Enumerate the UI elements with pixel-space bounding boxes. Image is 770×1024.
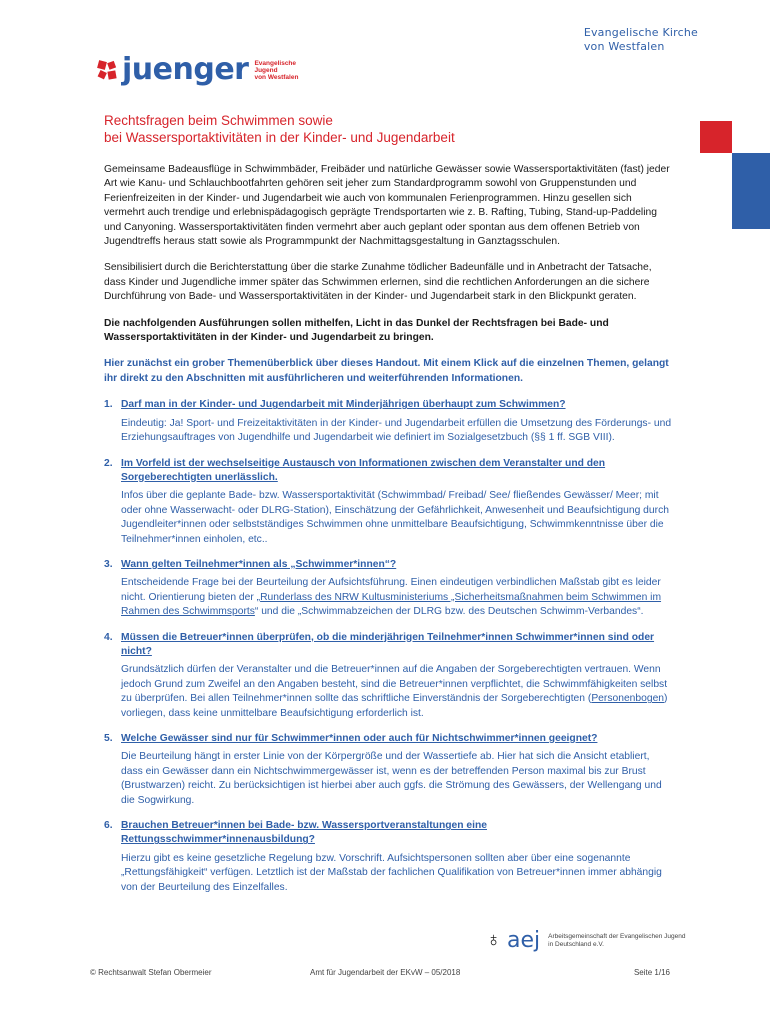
topic-item	[104, 732, 674, 808]
topic-answer: Die Beurteilung hängt in erster Linie von der Körpergröße und der Wassertiefe ab. Hier hat sich die Ansicht etabliert, dass ein Gewässer dann ein Nichtschwimmergewässer ist, wenn es der betreffenden Person maximal bis zur Brust (Brustwarzen) reicht. Zu berücksichtigen ist hierbei aber auch ggfs. die Strömung des Gewässers, der Wellengang und die Sogwirkung.	[121, 751, 662, 806]
topic-number: 6.	[104, 820, 113, 832]
title-line1: Rechtsfragen beim Schwimmen sowie	[104, 113, 333, 128]
topic-number: 5.	[104, 733, 113, 744]
decor-blue-bar	[732, 153, 770, 229]
aej-word: aej	[507, 928, 541, 953]
aej-text: Arbeitsgemeinschaft der Evangelischen Jugend in Deutschland e.V.	[548, 932, 686, 948]
footer-office: Amt für Jugendarbeit der EKvW – 05/2018	[310, 968, 461, 977]
topic-item	[104, 398, 674, 445]
topic-answer: Grundsätzlich dürfen der Veranstalter und die Betreuer*innen auf die Angaben der Sorgeberechtigten vertrauen. Wenn jedoch Grund zum Zweifel an den Angaben besteht, sind die Betreuer*innen verpflichtet, die Schwimmfähigkeiten selbst zu überprüfen. Bei allen Teilnehmer*innen sollte das schriftliche Einverständnis der Sorgeberechtigten (Personenbogen) vorliegen, dass keine unmittelbare Beaufsichtigung erforderlich ist.	[121, 664, 668, 719]
logo-word: juenger	[122, 52, 249, 87]
topic-link[interactable]: Müssen die Betreuer*innen überprüfen, ob die minderjährigen Teilnehmer*innen Schwimmer*innen sind oder nicht?	[121, 631, 655, 657]
topic-link[interactable]: Welche Gewässer sind nur für Schwimmer*innen oder auch für Nichtschwimmer*innen geeignet?	[121, 733, 598, 744]
topic-link[interactable]: Darf man in der Kinder- und Jugendarbeit mit Minderjährigen überhaupt zum Schwimmen?	[121, 399, 566, 411]
topic-number: 1.	[104, 399, 113, 411]
topic-list	[104, 398, 674, 895]
decor-red-square	[700, 121, 732, 153]
intro-paragraph-2: Sensibilisiert durch die Berichterstattung über die starke Zunahme tödlicher Badeunfälle und in Anbetracht der Tatsache, dass Kinder und Jugendliche immer später das Schwimmen erlernen, sind die rechtlichen Anforderungen an die sichere Durchführung von Bade- und Wassersportaktivitäten in der Kinder- und Jugendarbeit stark in den Blickpunkt geraten.	[104, 262, 652, 303]
runderlass-link[interactable]: Runderlass des NRW Kultusministeriums „Sicherheitsmaßnahmen beim Schwimmen im Rahmen des Schwimmsports	[121, 591, 662, 618]
logo-subtitle: Evangelische Jugend von Westfalen	[254, 59, 299, 81]
topic-link[interactable]: Im Vorfeld ist der wechselseitige Austausch von Informationen zwischen dem Veranstalter und den Sorgeberechtigten unerlässlich.	[121, 457, 606, 483]
footer-author: © Rechtsanwalt Stefan Obermeier	[90, 968, 212, 977]
personenbogen-link[interactable]: Personenbogen	[591, 693, 665, 705]
topic-item	[104, 631, 674, 721]
document-body	[104, 112, 674, 906]
aej-logo	[486, 928, 698, 953]
page-title	[104, 112, 674, 146]
topic-number: 2.	[104, 457, 113, 469]
topic-item	[104, 558, 674, 620]
org-name	[584, 26, 698, 54]
topic-answer: Hierzu gibt es keine gesetzliche Regelung bzw. Vorschrift. Aufsichtspersonen sollten aber über eine sogenannte „Rettungsfähigkeit“ verfügen. Letztlich ist der Maßstab der fachlichen Qualifikation von Betreuer*innen immer abhängig von der Beurteilung des Einzelfalles.	[121, 852, 662, 893]
topic-answer: Infos über die geplante Bade- bzw. Wassersportaktivität (Schwimmbad/ Freibad/ See/ fließendes Gewässer/ Meer; mit oder ohne Wasserwacht- oder DLRG-Station), Einschätzung der Gefährlichkeit, Anwesenheit und Beaufsichtigung durch Jugendleiter*innen oder selbstständiges Schwimmen ohne unmittelbare Beaufsichtigung, Schwimmkenntnisse über die Teilnehmer*innen einholen, etc..	[121, 490, 669, 545]
topic-number: 3.	[104, 558, 113, 570]
topic-answer: Eindeutig: Ja! Sport- und Freizeitaktivitäten in der Kinder- und Jugendarbeit erfüllen die Umsetzung des Förderungs- und Erziehungsauftrages von Jugendhilfe und Jugendarbeit wie definiert im Sozialgesetzbuch (§§ 1 ff. SGB VIII).	[121, 417, 672, 444]
topic-link[interactable]: Brauchen Betreuer*innen bei Bade- bzw. Wassersportveranstaltungen eine Rettungsschwimmer*innenausbildung?	[121, 820, 488, 846]
overview-note: Hier zunächst ein grober Themenüberblick über dieses Handout. Mit einem Klick auf die einzelnen Themen, gelangt ihr direkt zu den Abschnitten mit ausführlicheren und weiterführenden Informationen.	[104, 358, 669, 384]
topic-item	[104, 457, 674, 547]
org-name-line2: von Westfalen	[583, 40, 665, 53]
topic-item	[104, 819, 674, 895]
title-line2: bei Wassersportaktivitäten in der Kinder- und Jugendarbeit	[104, 130, 455, 145]
juenger-logo	[96, 52, 298, 88]
topic-link[interactable]: Wann gelten Teilnehmer*innen als „Schwimmer*innen“?	[121, 558, 397, 570]
cross-icon: ♁	[486, 929, 501, 951]
bold-note: Die nachfolgenden Ausführungen sollen mithelfen, Licht in das Dunkel der Rechtsfragen bei Bade- und Wassersportaktivitäten in der Kinder- und Jugendarbeit zu bringen.	[104, 317, 609, 344]
topic-answer: Entscheidende Frage bei der Beurteilung der Aufsichtsführung. Einen eindeutigen verbindlichen Maßstab gibt es leider nicht. Orientierung bieten der „Runderlass des NRW Kultusministeriums „Sicherheitsmaßnahmen beim Schwimmen im Rahmen des Schwimmsports“ und die „Schwimmabzeichen der DLRG bzw. des Deutschen Schwimm-Verbandes“.	[121, 577, 662, 618]
intro-paragraph-1: Gemeinsame Badeausflüge in Schwimmbäder, Freibäder und natürliche Gewässer sowie Wassersportaktivitäten (fast) jeder Art wie Kanu- und Schlauchbootfahrten gehören seit jeher zum Standardprogramm sowohl von Gruppenstunden und Ferienfreizeiten in der Kinder- und Jugendarbeit wie auch von kommunalen Ferienprogrammen. Hinzu gesellen sich vermehrt auch trendige und erlebnispädagogisch geprägte Trendsportarten wie z. B. Rafting, Tubing, Stand-up-Paddeling und Canyoning. Wassersportaktivitäten finden vermehrt aber auch geplant oder spontan aus dem offenen Betrieb von Jugendtreffs heraus statt sowie als Programmpunkt der Nachmittagsgestaltung in Ganztagsschulen.	[104, 164, 670, 248]
org-name-line1: Evangelische Kirche	[583, 26, 698, 39]
logo-star-icon	[96, 59, 118, 81]
topic-number: 4.	[104, 631, 113, 643]
page-number: Seite 1/16	[633, 968, 670, 977]
